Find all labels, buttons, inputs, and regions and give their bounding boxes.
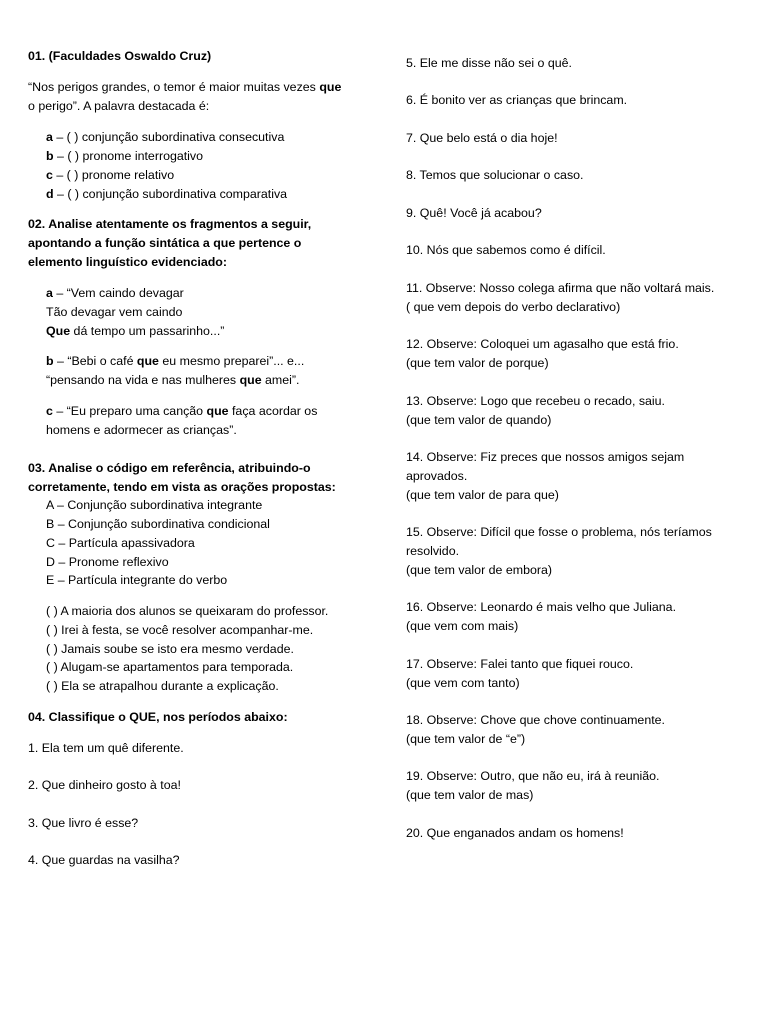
- q4-item-17: 17. Observe: Falei tanto que fiquei rouco.: [406, 657, 634, 671]
- q1-quote-line-2: o perigo”. A palavra destacada é:: [28, 99, 210, 113]
- q1-option-c: c – ( ) pronome relativo: [46, 168, 175, 182]
- q3-code-c: C – Partícula apassivadora: [46, 536, 195, 550]
- q4-item-1: 1. Ela tem um quê diferente.: [28, 741, 184, 755]
- q2-title-line-1: 02. Analise atentamente os fragmentos a seguir,: [28, 217, 312, 231]
- q2-fragment-c-line-1: c – “Eu preparo uma canção que faça acordar os: [46, 404, 318, 418]
- q4-item-14-line-2: aprovados.: [406, 469, 468, 483]
- q4-item-15-note: (que tem valor de embora): [406, 563, 553, 577]
- q4-item-13: 13. Observe: Logo que recebeu o recado, saiu.: [406, 394, 665, 408]
- q3-code-e: E – Partícula integrante do verbo: [46, 573, 228, 587]
- q4-item-19-note: (que tem valor de mas): [406, 788, 534, 802]
- q3-title-line-2: corretamente, tendo em vista as orações propostas:: [28, 480, 336, 494]
- q3-title-line-1: 03. Analise o código em referência, atribuindo-o: [28, 461, 311, 475]
- q4-item-7: 7. Que belo está o dia hoje!: [406, 131, 558, 145]
- q3-sentence-2: ( ) Irei à festa, se você resolver acompanhar-me.: [46, 623, 314, 637]
- q4-item-5: 5. Ele me disse não sei o quê.: [406, 56, 572, 70]
- q3-sentence-3: ( ) Jamais soube se isto era mesmo verdade.: [46, 642, 294, 656]
- q1-title: 01. (Faculdades Oswaldo Cruz): [28, 49, 212, 63]
- q2-title-line-3: elemento linguístico evidenciado:: [28, 255, 227, 269]
- q2-fragment-a-line-3: Que dá tempo um passarinho...”: [46, 324, 225, 338]
- q4-title: 04. Classifique o QUE, nos períodos abaixo:: [28, 710, 288, 724]
- q4-item-3: 3. Que livro é esse?: [28, 816, 139, 830]
- q4-item-12-note: (que tem valor de porque): [406, 356, 549, 370]
- q4-item-9: 9. Quê! Você já acabou?: [406, 206, 542, 220]
- q4-item-11: 11. Observe: Nosso colega afirma que não voltará mais.: [406, 281, 715, 295]
- q4-item-12: 12. Observe: Coloquei um agasalho que está frio.: [406, 337, 679, 351]
- q3-code-a: A – Conjunção subordinativa integrante: [46, 498, 263, 512]
- q4-item-17-note: (que vem com tanto): [406, 676, 520, 690]
- q4-item-16-note: (que vem com mais): [406, 619, 519, 633]
- q4-item-2: 2. Que dinheiro gosto à toa!: [28, 778, 181, 792]
- q4-item-6: 6. É bonito ver as crianças que brincam.: [406, 93, 628, 107]
- q4-item-15: 15. Observe: Difícil que fosse o problema, nós teríamos: [406, 525, 712, 539]
- q4-item-11-note: ( que vem depois do verbo declarativo): [406, 300, 621, 314]
- q3-sentence-4: ( ) Alugam-se apartamentos para temporada.: [46, 660, 294, 674]
- q2-fragment-b-line-2: “pensando na vida e nas mulheres que amei”.: [46, 373, 300, 387]
- q3-code-d: D – Pronome reflexivo: [46, 555, 169, 569]
- q4-item-10: 10. Nós que sabemos como é difícil.: [406, 243, 606, 257]
- q4-item-18-note: (que tem valor de “e”): [406, 732, 526, 746]
- q1-option-d: d – ( ) conjunção subordinativa comparativa: [46, 187, 288, 201]
- q4-item-8: 8. Temos que solucionar o caso.: [406, 168, 584, 182]
- q3-sentence-5: ( ) Ela se atrapalhou durante a explicação.: [46, 679, 279, 693]
- q4-item-4: 4. Que guardas na vasilha?: [28, 853, 180, 867]
- q2-fragment-a-line-2: Tão devagar vem caindo: [46, 305, 183, 319]
- q1-option-a: a – ( ) conjunção subordinativa consecutiva: [46, 130, 285, 144]
- q1-quote-line-1: “Nos perigos grandes, o temor é maior muitas vezes que: [28, 80, 342, 94]
- q4-item-16: 16. Observe: Leonardo é mais velho que Juliana.: [406, 600, 677, 614]
- q4-item-19: 19. Observe: Outro, que não eu, irá à reunião.: [406, 769, 660, 783]
- q1-option-b: b – ( ) pronome interrogativo: [46, 149, 204, 163]
- q4-item-14: 14. Observe: Fiz preces que nossos amigos sejam: [406, 450, 685, 464]
- q4-item-18: 18. Observe: Chove que chove continuamente.: [406, 713, 665, 727]
- q2-title-line-2: apontando a função sintática a que pertence o: [28, 236, 302, 250]
- q4-item-15-line-2: resolvido.: [406, 544, 460, 558]
- q4-item-13-note: (que tem valor de quando): [406, 413, 552, 427]
- q2-fragment-c-line-2: homens e adormecer as crianças”.: [46, 423, 237, 437]
- q3-sentence-1: ( ) A maioria dos alunos se queixaram do professor.: [46, 604, 329, 618]
- q4-item-20: 20. Que enganados andam os homens!: [406, 826, 624, 840]
- q3-code-b: B – Conjunção subordinativa condicional: [46, 517, 270, 531]
- q2-fragment-b-line-1: b – “Bebi o café que eu mesmo preparei”... e...: [46, 354, 305, 368]
- q4-item-14-note: (que tem valor de para que): [406, 488, 559, 502]
- q2-fragment-a-line-1: a – “Vem caindo devagar: [46, 286, 184, 300]
